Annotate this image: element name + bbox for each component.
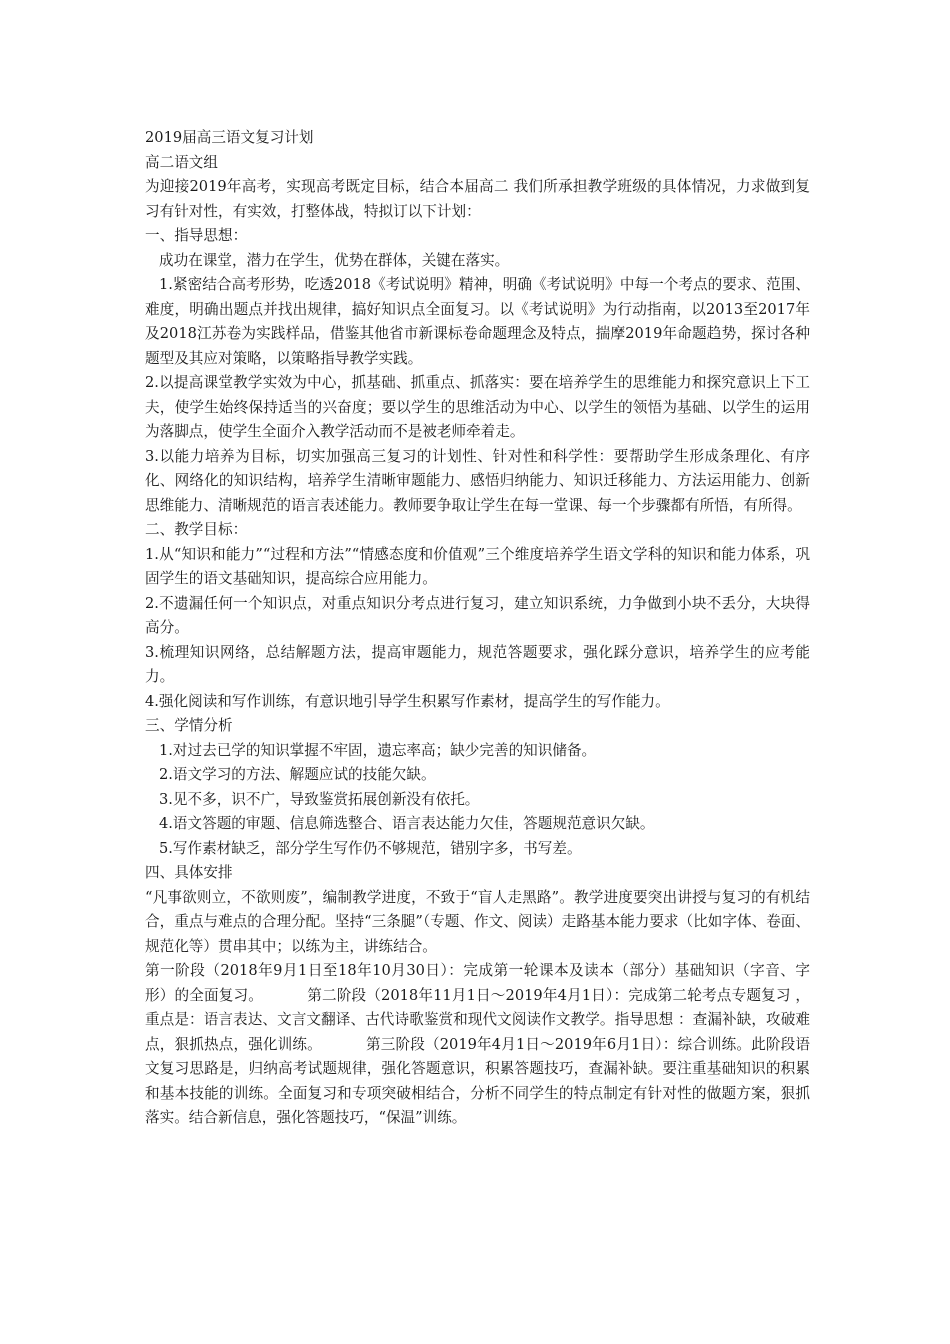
analysis-item: 3.见不多，识不广，导致鉴赏拓展创新没有依托。 [159, 790, 480, 808]
section-heading-guiding-ideas: 一、指导思想： [145, 227, 248, 244]
analysis-item: 2.语文学习的方法、解题应试的技能欠缺。 [159, 766, 436, 783]
author-group: 高二语文组 [145, 153, 218, 171]
stage-paragraph [145, 959, 810, 1131]
analysis-item: 4.语文答题的审题、信息筛选整合、语言表达能力欠佳，答题规范意识欠缺。 [159, 815, 655, 832]
section-heading-student-analysis: 三、学情分析 [145, 717, 233, 734]
goal-2: 2.不遗漏任何一个知识点，对重点知识分考点进行复习，建立知识系统，力争做到小块不丢分，大块得高分。 [145, 594, 810, 636]
goal-3: 3.梳理知识网络，总结解题方法，提高审题能力，规范答题要求，强化踩分意识，培养学生的应考能力。 [145, 643, 810, 685]
intro-paragraph: 为迎接2019年高考，实现高考既定目标，结合本届高二 我们所承担教学班级的具体情况，力求做到复习有针对性，有实效，打整体战，特拟订以下计划： [145, 178, 810, 220]
analysis-item: 1.对过去已学的知识掌握不牢固，遗忘率高；缺少完善的知识储备。 [159, 741, 597, 759]
stage-1: 第一阶段（2018年9月1日至18年10月30日）：完成第一轮课本及读本（部分）基础知识（字音、字形）的全面复习。 [145, 962, 810, 1004]
guiding-point-1: 1.紧密结合高考形势，吃透2018《考试说明》精神，明确《考试说明》中每一个考点的要求、范围、难度，明确出题点并找出规律，搞好知识点全面复习。以《考试说明》为行动指南，以2013至2017年及2018江苏卷为实践样品，借鉴其他省市新课标卷命题理念及特点，揣摩2019年命题趋势，探讨各种题型及其应对策略，以策略指导教学实践。 [145, 276, 810, 367]
arrangement-paragraph: “凡事欲则立，不欲则废”，编制教学进度，不致于“盲人走黑路”。教学进度要突出讲授与复习的有机结合，重点与难点的合理分配。坚持“三条腿”（专题、作文、阅读）走路基本能力要求（比如字体、卷面、规范化等）贯串其中；以练为主，讲练结合。 [145, 888, 810, 955]
guiding-point-2: 2.以提高课堂教学实效为中心，抓基础、抓重点、抓落实：要在培养学生的思维能力和探究意识上下工夫，使学生始终保持适当的兴奋度；要以学生的思维活动为中心、以学生的领悟为基础、以学生的运用为落脚点，使学生全面介入教学活动而不是被老师牵着走。 [145, 374, 810, 440]
stage-3: 第三阶段（2019年4月1日～2019年6月1日）：综合训练。此阶段语文复习思路是，归纳高考试题规律，强化答题意识，积累答题技巧，查漏补缺。要注重基础知识的积累和基本技能的训练。全面复习和专项突破相结合，分析不同学生的特点制定有针对性的做题方案，狠抓落实。结合新信息，强化答题技巧，“保温”训练。 [145, 1035, 810, 1126]
stage-2: 第二阶段（2018年11月1日～2019年4月1日）：完成第二轮考点专题复习 ，重点是：语言表达、文言文翻译、古代诗歌鉴赏和现代文阅读作文教学。指导思想 ：查漏补缺，攻破难点，狠抓热点，强化训练。 [145, 986, 810, 1053]
section-heading-teaching-goals: 二、教学目标： [145, 521, 248, 538]
analysis-item: 5.写作素材缺乏，部分学生写作仍不够规范，错别字多，书写差。 [159, 839, 582, 857]
goal-4: 4.强化阅读和写作训练，有意识地引导学生积累写作素材，提高学生的写作能力。 [145, 692, 670, 710]
goal-1: 1.从“知识和能力”“过程和方法”“情感态度和价值观”三个维度培养学生语文学科的知识和能力体系，巩固学生的语文基础知识，提高综合应用能力。 [145, 545, 810, 587]
document-title: 2019届高三语文复习计划 [145, 129, 314, 146]
document-page [145, 126, 810, 1131]
section-heading-arrangement: 四、具体安排 [145, 864, 233, 881]
guiding-motto: 成功在课堂，潜力在学生，优势在群体，关键在落实。 [159, 251, 510, 269]
guiding-point-3: 3.以能力培养为目标，切实加强高三复习的计划性、针对性和科学性：要帮助学生形成条理化、有序化、网络化的知识结构，培养学生清晰审题能力、感悟归纳能力、知识迁移能力、方法运用能力、创新思维能力、清晰规范的语言表述能力。教师要争取让学生在每一堂课、每一个步骤都有所悟，有所得。 [145, 447, 810, 514]
